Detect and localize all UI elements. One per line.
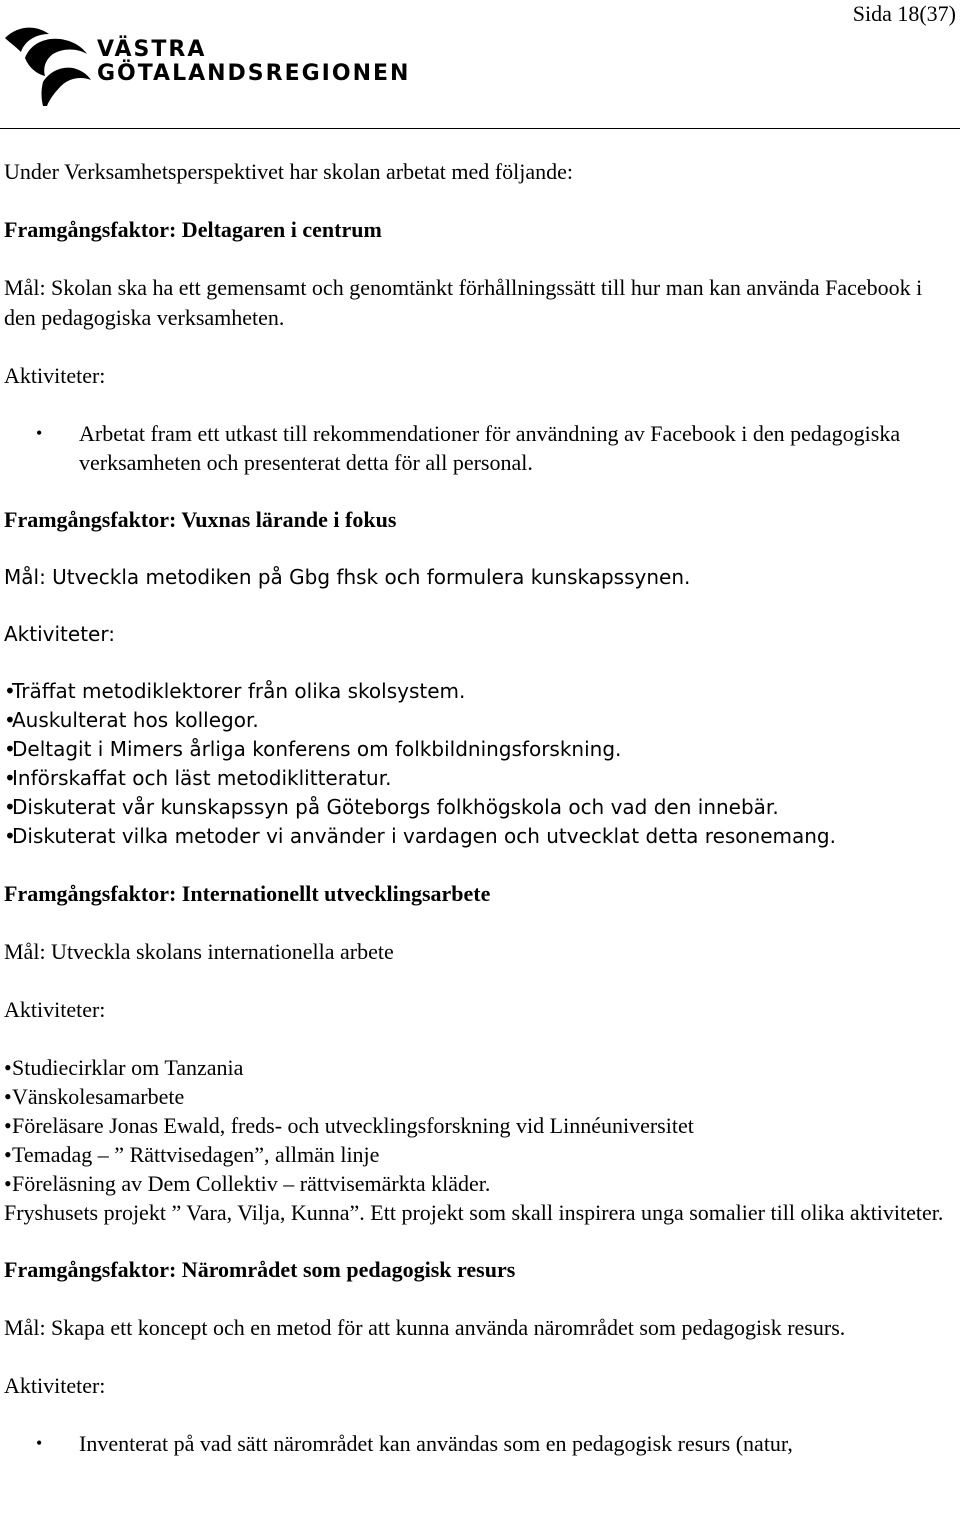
list-item: • Diskuterat vilka metoder vi använder i vardagen och utvecklat detta resonemang. [4, 822, 956, 851]
sans-block [4, 563, 956, 851]
section-goal: Mål: Utveckla skolans internationella arbete [4, 939, 394, 964]
section-heading: Framgångsfaktor: Vuxnas lärande i fokus [4, 507, 397, 532]
list-item: • Träffat metodiklektorer från olika skolsystem. [4, 677, 956, 706]
list-item: • Diskuterat vår kunskapssyn på Göteborgs folkhögskola och vad den innebär. [4, 793, 956, 822]
activities-list [4, 419, 956, 477]
logo-mark-icon [3, 24, 95, 106]
section-heading: Framgångsfaktor: Internationellt utvecklingsarbete [4, 881, 491, 906]
list-item: • Temadag – ” Rättvisedagen”, allmän linje [4, 1140, 956, 1169]
list-item: • Auskulterat hos kollegor. [4, 706, 956, 735]
list-item: • Studiecirklar om Tanzania [4, 1053, 956, 1082]
header-divider [0, 128, 960, 129]
section-goal: Mål: Skapa ett koncept och en metod för att kunna använda närområdet som pedagogisk resurs. [4, 1315, 846, 1340]
list-item: • Föreläsare Jonas Ewald, freds- och utvecklingsforskning vid Linnéuniversitet [4, 1111, 956, 1140]
list-item: • Föreläsning av Dem Collektiv – rättvisemärkta kläder. [4, 1169, 956, 1198]
activities-list [4, 1429, 956, 1458]
vastra-gotalandsregionen-logo [3, 24, 411, 106]
activities-list [4, 677, 956, 851]
list-item: • Inventerat på vad sätt närområdet kan användas som en pedagogisk resurs (natur, [4, 1429, 956, 1458]
list-item: • Införskaffat och läst metodiklitteratur. [4, 764, 956, 793]
document-body [4, 157, 956, 1486]
logo-line-2: GÖTALANDSREGIONEN [97, 61, 411, 86]
trailing-text: Fryshusets projekt ” Vara, Vilja, Kunna”. Ett projekt som skall inspirera unga somalier till olika aktiviteter. [4, 1200, 944, 1225]
section-heading: Framgångsfaktor: Deltagaren i centrum [4, 217, 382, 242]
section-goal: Mål: Skolan ska ha ett gemensamt och genomtänkt förhållningssätt till hur man kan använda Facebook i den pedagogiska verksamheten. [4, 275, 923, 330]
intro-text: Under Verksamhetsperspektivet har skolan arbetat med följande: [4, 159, 573, 184]
logo-line-1: VÄSTRA [97, 37, 207, 62]
section-goal: Mål: Utveckla metodiken på Gbg fhsk och formulera kunskapssynen. [4, 565, 691, 589]
activities-list [4, 1053, 956, 1198]
activities-label: Aktiviteter: [4, 363, 106, 388]
list-item: • Vänskolesamarbete [4, 1082, 956, 1111]
page-number: Sida 18(37) [852, 1, 956, 26]
list-item: • Deltagit i Mimers årliga konferens om folkbildningsforskning. [4, 735, 956, 764]
section-heading: Framgångsfaktor: Närområdet som pedagogisk resurs [4, 1257, 516, 1282]
list-item: • Arbetat fram ett utkast till rekommendationer för användning av Facebook i den pedagogiska verksamheten och presenterat detta för all personal. [4, 419, 956, 477]
activities-label: Aktiviteter: [4, 1373, 106, 1398]
activities-label: Aktiviteter: [4, 997, 106, 1022]
activities-label: Aktiviteter: [4, 622, 115, 646]
